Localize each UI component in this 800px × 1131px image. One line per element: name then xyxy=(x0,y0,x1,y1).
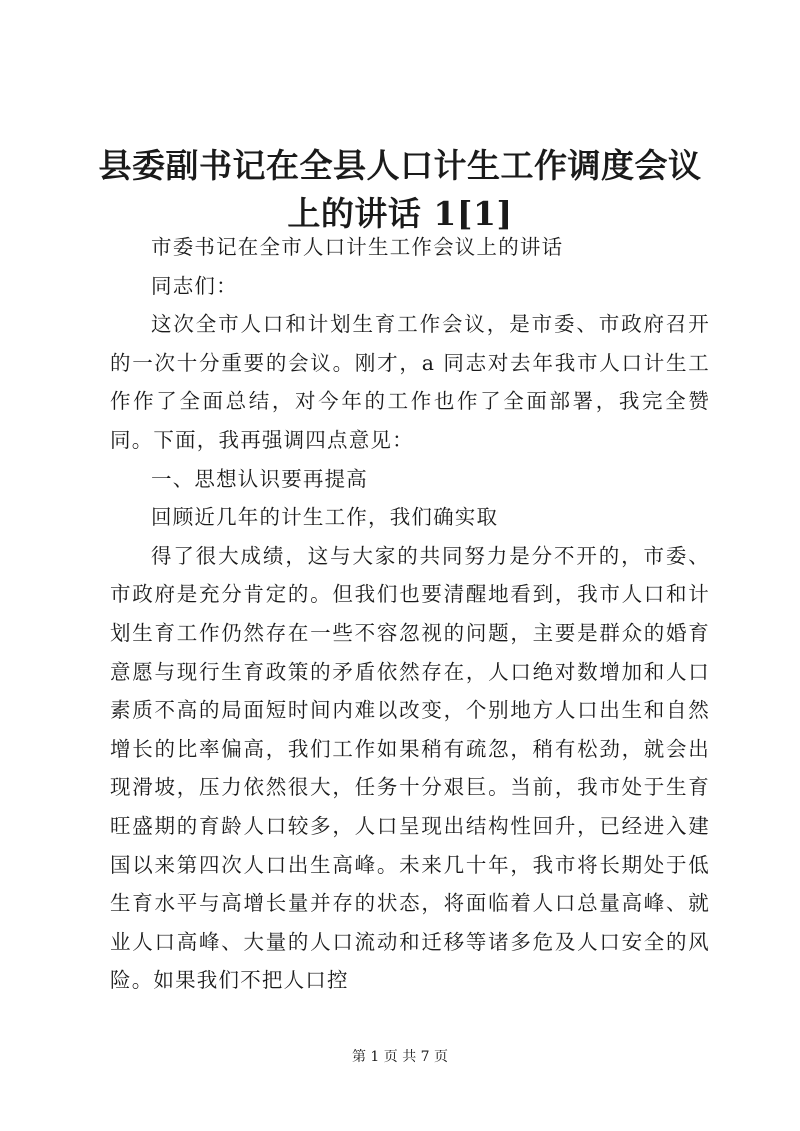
document-title: 县委副书记在全县人口计生工作调度会议上的讲话 1[1] xyxy=(98,146,702,233)
subtitle-paragraph: 市委书记在全市人口计生工作会议上的讲话 xyxy=(151,235,564,259)
body-paragraph: 回顾近几年的计生工作，我们确实取 xyxy=(151,505,499,530)
page-footer: 第 1 页 共 7 页 xyxy=(351,1049,449,1065)
salutation-paragraph: 同志们： xyxy=(151,273,238,298)
document-body xyxy=(110,228,710,1000)
section-heading: 一、思想认识要再提高 xyxy=(151,466,368,491)
body-paragraph: 得了很大成绩，这与大家的共同努力是分不开的，市委、市政府是充分肯定的。但我们也要清醒地看到，我市人口和计划生育工作仍然存在一些不容忽视的问题，主要是群众的婚育意愿与现行生育政策的矛盾依然存在，人口绝对数增加和人口素质不高的局面短时间内难以改变，个别地方人口出生和自然增长的比率偏高，我们工作如果稍有疏忽，稍有松劲，就会出现滑坡，压力依然很大，任务十分艰巨。当前，我市处于生育旺盛期的育龄人口较多，人口呈现出结构性回升，已经进入建国以来第四次人口出生高峰。未来几十年，我市将长期处于低生育水平与高增长量并存的状态，将面临着人口总量高峰、就业人口高峰、大量的人口流动和迁移等诸多危及人口安全的风险。如果我们不把人口控 xyxy=(110,543,710,993)
intro-paragraph: 这次全市人口和计划生育工作会议，是市委、市政府召开的一次十分重要的会议。刚才，a 同志对去年我市人口计生工作作了全面总结，对今年的工作也作了全面部署，我完全赞同。下面，我再强调四点意见： xyxy=(110,312,710,452)
